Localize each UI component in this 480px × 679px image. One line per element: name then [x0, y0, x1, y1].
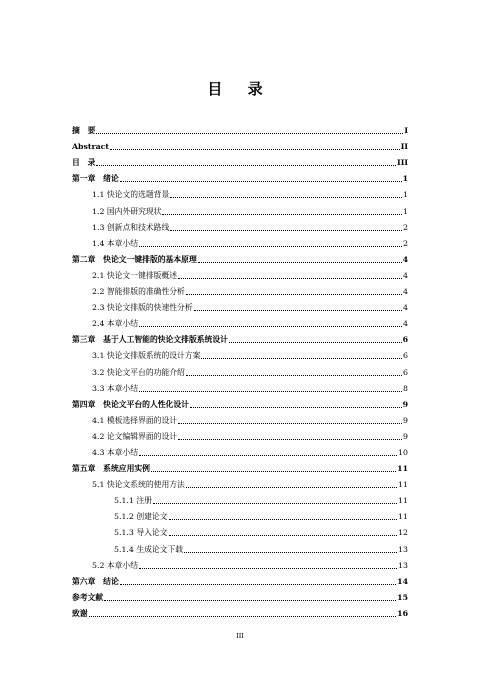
toc-entry-page: 6 [403, 367, 408, 377]
toc-entry-page: 4 [403, 270, 408, 280]
toc-entry-label: 4.2 论文编辑界面的设计 [92, 431, 178, 441]
toc-entry-page: 11 [398, 496, 408, 506]
dot-leader [89, 616, 397, 617]
toc-entry-label: 2.2 智能排版的准确性分析 [92, 287, 185, 297]
toc-entry-label: Abstract [72, 142, 110, 152]
toc-entry-page: 1 [403, 206, 408, 216]
dot-leader [184, 552, 397, 553]
dot-leader [110, 149, 400, 150]
toc-entry-page: I [404, 126, 408, 136]
page-title: 目 录 [207, 80, 273, 98]
toc-entry-page: 4 [403, 319, 408, 329]
toc-entry-label: 致谢 [72, 608, 88, 618]
toc-entry [72, 344, 408, 360]
toc-entry [72, 183, 408, 199]
toc-entry [72, 393, 408, 409]
dot-leader [96, 133, 403, 134]
toc-entry-page: 4 [403, 303, 408, 313]
dot-leader [120, 181, 402, 182]
dot-leader [194, 310, 402, 311]
toc-entry [72, 441, 408, 457]
dot-leader [229, 342, 402, 343]
toc-entry-page: 9 [403, 415, 408, 425]
toc-entry-label: 第四章 快论文平台的人性化设计 [72, 399, 189, 409]
dot-leader [120, 584, 396, 585]
toc-entry-label: 1.4 本章小结 [92, 238, 139, 248]
toc-entry [72, 264, 408, 280]
toc-entry-label: 2.4 本章小结 [92, 319, 139, 329]
toc-entry-label: 第一章 绪论 [72, 174, 119, 184]
toc-entry [72, 505, 408, 521]
toc-entry-label: 1.1 快论文的选题背景 [92, 190, 170, 200]
toc-entry-label: 参考文献 [72, 592, 104, 602]
dot-leader [139, 568, 397, 569]
dot-leader [96, 165, 396, 166]
toc-entry-page: 2 [403, 222, 408, 232]
toc-entry [72, 360, 408, 376]
toc-entry-label: 3.1 快论文排版系统的设计方案 [92, 351, 201, 361]
toc-entry-label: 5.1.3 导入论文 [114, 528, 168, 538]
toc-entry [72, 521, 408, 537]
toc-entry [72, 280, 408, 296]
toc-entry-label: 第三章 基于人工智能的快论文排版系统设计 [72, 335, 228, 345]
toc-entry-page: 12 [398, 528, 408, 538]
toc-entry-page: 4 [403, 287, 408, 297]
toc-entry [72, 409, 408, 425]
toc-entry-page: III [397, 158, 408, 168]
dot-leader [170, 230, 402, 231]
page-number-footer: III [236, 632, 244, 640]
toc-entry-page: 9 [403, 431, 408, 441]
toc-entry-label: 4.3 本章小结 [92, 447, 139, 457]
dot-leader [139, 391, 402, 392]
toc-entry [72, 489, 408, 505]
toc-entry-label: 2.3 快论文排版的快速性分析 [92, 303, 193, 313]
toc-entry [72, 151, 408, 167]
toc-entry-page: 11 [398, 512, 408, 522]
dot-leader [139, 326, 402, 327]
toc-entry-page: 10 [398, 447, 408, 457]
toc-entry [72, 135, 408, 151]
dot-leader [153, 503, 397, 504]
dot-leader [178, 439, 402, 440]
dot-leader [169, 519, 398, 520]
dot-leader [178, 423, 402, 424]
toc-entry-label: 第六章 结论 [72, 576, 119, 586]
toc-entry-label: 第二章 快论文一键排版的基本原理 [72, 254, 197, 264]
dot-leader [186, 375, 402, 376]
toc-entry-label: 3.2 快论文平台的功能介绍 [92, 367, 185, 377]
toc-entry-label: 目 录 [72, 158, 96, 168]
dot-leader [151, 471, 396, 472]
dot-leader [186, 487, 397, 488]
toc-entry-label: 第五章 系统应用实例 [72, 464, 150, 474]
toc-entry-label: 5.1 快论文系统的使用方法 [92, 480, 185, 490]
toc-entry-label: 5.1.4 生成论文下载 [114, 544, 184, 554]
dot-leader [201, 358, 402, 359]
toc-entry-page: 13 [398, 544, 408, 554]
toc-entry-page: 14 [397, 576, 408, 586]
toc-entry-label: 3.3 本章小结 [92, 383, 139, 393]
table-of-contents [72, 119, 408, 618]
dot-leader [104, 600, 396, 601]
toc-entry-label: 1.3 创新点和技术路线 [92, 222, 170, 232]
toc-entry [72, 473, 408, 489]
toc-entry [72, 377, 408, 393]
toc-entry-page: 1 [403, 190, 408, 200]
dot-leader [139, 455, 397, 456]
toc-entry [72, 312, 408, 328]
dot-leader [178, 278, 402, 279]
toc-entry [72, 199, 408, 215]
toc-entry [72, 586, 408, 602]
toc-entry-page: 15 [397, 592, 408, 602]
toc-entry [72, 216, 408, 232]
toc-entry-page: 2 [403, 238, 408, 248]
toc-entry [72, 425, 408, 441]
toc-entry-page: 13 [398, 560, 408, 570]
toc-entry-label: 1.2 国内外研究现状 [92, 206, 162, 216]
dot-leader [186, 294, 402, 295]
toc-entry [72, 570, 408, 586]
toc-entry [72, 602, 408, 618]
toc-entry-page: 4 [402, 254, 408, 264]
toc-entry-page: 6 [403, 351, 408, 361]
toc-entry-label: 5.1.2 创建论文 [114, 512, 168, 522]
toc-entry [72, 554, 408, 570]
dot-leader [169, 535, 398, 536]
toc-entry-page: II [400, 142, 408, 152]
dot-leader [162, 214, 402, 215]
toc-entry [72, 457, 408, 473]
dot-leader [170, 197, 402, 198]
toc-entry-label: 5.1.1 注册 [114, 496, 152, 506]
toc-entry-page: 6 [402, 335, 408, 345]
toc-entry [72, 248, 408, 264]
dot-leader [139, 246, 402, 247]
toc-entry-page: 16 [397, 608, 408, 618]
dot-leader [190, 407, 402, 408]
dot-leader [198, 262, 402, 263]
toc-entry-label: 5.2 本章小结 [92, 560, 139, 570]
toc-entry [72, 328, 408, 344]
toc-entry-page: 8 [403, 383, 408, 393]
toc-entry [72, 232, 408, 248]
toc-entry-page: 1 [402, 174, 408, 184]
toc-entry [72, 537, 408, 553]
toc-entry-label: 摘 要 [72, 126, 96, 136]
toc-entry-label: 4.1 模板选择界面的设计 [92, 415, 178, 425]
toc-entry-label: 2.1 快论文一键排版概述 [92, 270, 178, 280]
toc-entry [72, 119, 408, 135]
toc-entry-page: 11 [398, 480, 408, 490]
toc-entry [72, 296, 408, 312]
toc-entry-page: 9 [402, 399, 408, 409]
toc-entry-page: 11 [397, 464, 408, 474]
toc-entry [72, 167, 408, 183]
